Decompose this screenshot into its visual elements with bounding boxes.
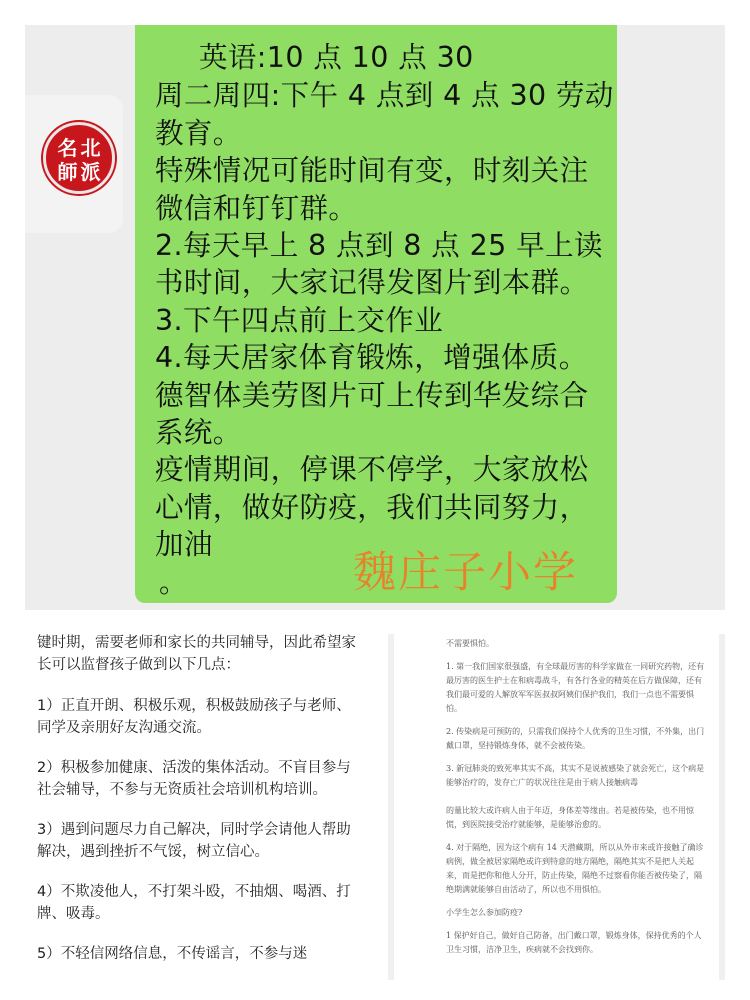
paragraph: 2）积极参加健康、活泼的集体活动。不盲目参与社会辅导，不参与无资质社会培训机构培训。	[37, 760, 351, 798]
seal-char-4: 派	[80, 160, 101, 184]
section-heading: 小学生怎么参加防疫?	[446, 908, 523, 917]
avatar[interactable]	[25, 95, 123, 233]
message-line: 教育。	[155, 116, 242, 150]
chat-screenshot	[25, 25, 725, 610]
message-line: 书时间，大家记得发图片到本群。	[155, 266, 589, 300]
paragraph: 4）不欺凌他人，不打架斗殴，不抽烟、喝酒、打牌、吸毒。	[37, 884, 351, 922]
message-line: 心情，做好防疫，我们共同努力，	[155, 490, 589, 524]
paragraph: 的量比较大或许病人由于年迈，身体差等缘由。若是被传染，也不用惊慌，到医院接受治疗就能够，是能够治愈的。	[446, 806, 694, 829]
paragraph: 3）遇到问题尽力自己解决，同时学会请他人帮助解决，遇到挫折不气馁，树立信心。	[37, 822, 351, 860]
message-line: 微信和钉钉群。	[155, 191, 358, 225]
message-line: 英语:10 点 10 点 30	[199, 41, 474, 74]
message-line: 2.每天早上 8 点到 8 点 25 早上读	[155, 229, 603, 263]
paragraph: 键时期，需要老师和家长的共同辅导，因此希望家长可以监督孩子做到以下几点：	[37, 635, 356, 673]
message-line: 特殊情况可能时间有变，时刻关注	[155, 154, 589, 188]
message-line: 系统。	[155, 416, 242, 450]
message-bubble[interactable]	[135, 25, 617, 603]
message-line: 德智体美劳图片可上传到华发综合	[155, 378, 589, 412]
seal-char-1: 名	[57, 136, 78, 160]
message-line: 4.每天居家体育锻炼，增强体质。	[155, 341, 588, 375]
message-line: 疫情期间，停课不停学，大家放松	[155, 453, 589, 487]
message-line: 周二周四:下午 4 点到 4 点 30 劳动	[155, 79, 614, 113]
message-line: 加油	[155, 528, 213, 562]
paragraph: 4. 对于隔绝，因为这个病有 14 天潜藏期，所以从外市来或许接触了确诊病例，做全被居家隔绝或许到特意的地方隔绝，隔绝其实不是把人关起来，而是把你和他人分开，防止传染，隔绝不过察看你能否被传染了，隔绝期满就能够自由活动了，所以也不用惧怕。	[446, 843, 704, 894]
epidemic-prevention-document	[388, 634, 725, 980]
message-line: 3.下午四点前上交作业	[155, 303, 444, 337]
paragraph: 1. 第一我们国家很强盛，有全球最厉害的科学家做在一同研究药物，还有最厉害的医生护士在和病毒战斗，有各行各业的精英在后方做保障，还有我们最可爱的人解放军军医叔叔阿姨们保护我们，我们一点也不需要惧怕。	[446, 662, 705, 713]
message-final-dot: 。	[159, 566, 188, 599]
paragraph: 1）正直开朗、积极乐观，积极鼓励孩子与老师、同学及亲朋好友沟通交流。	[37, 698, 351, 736]
school-seal-logo	[43, 122, 115, 194]
paragraph: 5）不轻信网络信息，不传谣言，不参与迷	[37, 946, 308, 962]
paragraph: 3. 新冠肺炎的致死率其实不高，其实不是说被感染了就会死亡，这个病是能够治疗的，发存亡广的状况往往是由于病人接触病毒	[446, 764, 705, 787]
parent-guidance-text	[25, 622, 371, 980]
paragraph: 1 保护好自己，做好自己防备，出门戴口罩，锻炼身体，保持优秀的个人卫生习惯，洁净卫生，疾病就不会找到你。	[446, 931, 702, 954]
seal-char-2: 北	[80, 136, 101, 160]
school-watermark: 魏庄子小学	[353, 548, 578, 598]
paragraph: 不需要惧怕。	[446, 639, 494, 648]
seal-char-3: 師	[57, 160, 78, 184]
paragraph: 2. 传染病是可预防的，只需我们保持个人优秀的卫生习惯，不外集，出门戴口罩，坚持锻炼身体，就不会被传染。	[446, 727, 705, 750]
